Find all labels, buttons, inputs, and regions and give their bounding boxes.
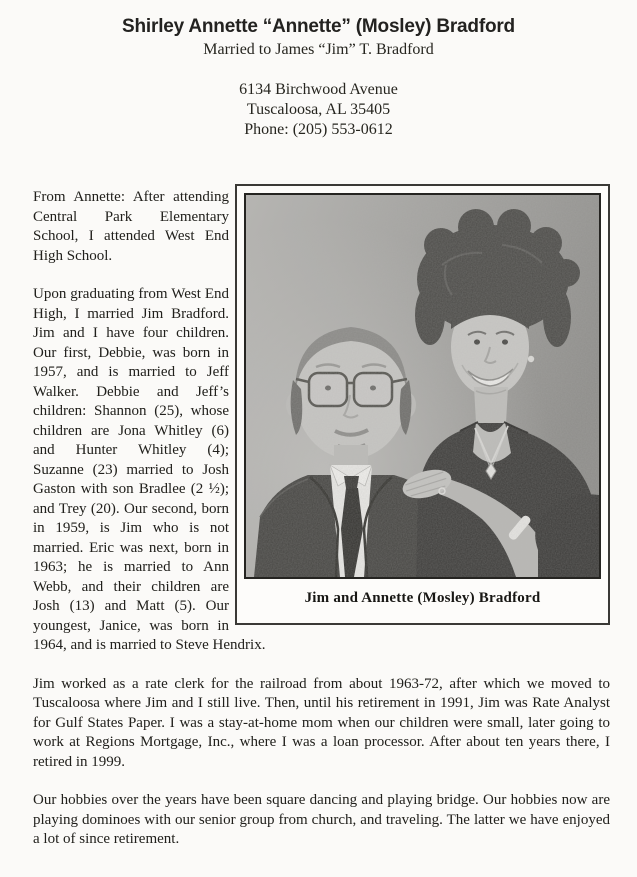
paragraph-careers: Jim worked as a rate clerk for the railroad from about 1963-72, after which we moved to Tuscaloosa where Jim and I still live. Then, until his retirement in 1991, Jim was Rate Analyst for Gulf States Paper. I was a stay-at-home mom when our children were small, later going to work at Regions Mortgage, Inc., where I was a loan processor. After about ten years there, I retired in 1999. bbox=[33, 675, 610, 770]
address-street: 6134 Birchwood Avenue bbox=[239, 81, 398, 98]
document-header bbox=[0, 0, 637, 140]
paragraph-schooling: From Annette: After attending Central Park Elementary School, I attended West End High School. bbox=[33, 189, 229, 264]
film-grain-overlay bbox=[246, 195, 599, 577]
address-city: Tuscaloosa, AL 35405 bbox=[246, 101, 391, 118]
couple-photo bbox=[244, 193, 601, 579]
address-phone: Phone: (205) 553-0612 bbox=[244, 121, 393, 138]
biography-text bbox=[33, 188, 610, 850]
subtitle: Married to James “Jim” T. Bradford bbox=[203, 41, 434, 58]
page-title: Shirley Annette “Annette” (Mosley) Bradford bbox=[122, 16, 515, 37]
photo-figure bbox=[235, 184, 610, 625]
paragraph-family: Upon graduating from West End High, I married Jim Bradford. Jim and I have four children. Our first, Debbie, was born in 1957, and is married to Jeff Walker. Debbie and Jeff’s children: Shannon (25), whose children are Jona Whitley (6) and Hunter Whitley (4); Suzanne (23) married to Josh Gaston with son Bradlee (2 ½); and Trey (20). Our second, born in 1959, is Jim who is not married. Eric was next, born in 1963; he is married to Ann Webb, and their children are Josh (13) and Matt (5). Our youngest, Janice, was born in 1964, and is married to Steve Hendrix. bbox=[33, 286, 266, 653]
photo-caption: Jim and Annette (Mosley) Bradford bbox=[304, 590, 541, 606]
paragraph-hobbies: Our hobbies over the years have been square dancing and playing bridge. Our hobbies now are playing dominoes with our senior group from church, and traveling. The latter we have enjoyed a lot of since retirement. bbox=[33, 792, 610, 847]
address-block bbox=[0, 80, 637, 140]
